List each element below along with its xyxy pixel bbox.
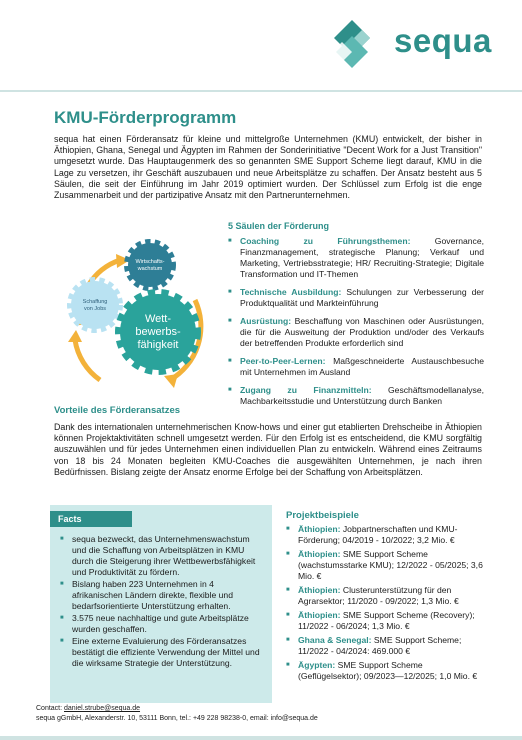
gear-large-label-1: Wett-: [144, 313, 172, 325]
list-item: ■ Ausrüstung: Beschaffung von Maschinen oder Ausrüstungen, die für die Ausweitung der Produktion und/oder des Verkaufs der betreffenden Produkte erforderlich sind: [228, 316, 484, 349]
list-item: ■ Ghana & Senegal: SME Support Scheme; 11/2022 - 04/2024: 469.000 €: [286, 635, 486, 657]
gear-medium: [71, 281, 119, 329]
list-item: ■ Äthiopien: Clusterunterstützung für den Agrarsektor; 11/2020 - 09/2022; 1,3 Mio. €: [286, 585, 486, 607]
pillars-title: 5 Säulen der Förderung: [228, 221, 330, 231]
projects-title: Projektbeispiele: [286, 510, 359, 521]
footer-contact: Contact: daniel.strube@sequa.de: [36, 705, 141, 712]
footer: [36, 704, 318, 724]
gear-large: [120, 294, 196, 370]
contact-email-link[interactable]: daniel.strube@sequa.de: [64, 705, 141, 712]
list-item: ■ Peer-to-Peer-Lernen: Maßgeschneiderte Austauschbesuche mit Unternehmen im Ausland: [228, 356, 484, 378]
gear-small: [128, 243, 172, 287]
gear-diagram: [50, 230, 220, 400]
gear-small-label-1: Wirtschafts-: [135, 259, 165, 265]
footer-address: sequa gGmbH, Alexanderstr. 10, 53111 Bonn, tel.: +49 228 98238-0, email: info@sequa.de: [36, 715, 318, 722]
list-item: ■ Ägypten: SME Support Scheme (Geflügelsektor); 09/2023—12/2025; 1,0 Mio. €: [286, 660, 486, 682]
pillars-list: [228, 236, 484, 414]
sequa-logo: [318, 18, 508, 74]
intro-paragraph: sequa hat einen Förderansatz für kleine und mittelgroße Unternehmen (KMU) entwickelt, der bisher in Äthiopien, Ghana, Senegal und Ägypten im Rahmen der Sonderinitiative "Decent Work for a Just Transition" umgesetzt wurde. Das Hauptaugenmerk des so genannten SME Support Scheme liegt darauf, KMU in die Lage zu versetzen, ihr Geschäft auszubauen und neue Arbeitsplätze zu schaffen. Der Ansatz besteht aus 5 Säulen, die seit der Einführung im Jahr 2019 optimiert wurden. Der Schlüssel zum Erfolg ist die enge Zusammenarbeit und der partizipative Ansatz mit den Partnerunternehmen.: [54, 134, 482, 201]
facts-list: [56, 534, 266, 670]
list-item: ■ Äthiopien: SME Support Scheme (Recovery); 11/2022 - 06/2024; 1,3 Mio. €: [286, 610, 486, 632]
footer-divider: [0, 736, 522, 740]
gear-medium-label-2: von Jobs: [83, 306, 107, 312]
list-item: ■ Bislang haben 223 Unternehmen in 4 afrikanischen Ländern direkte, flexible und bedarfsorientierte Unterstützung erhalten.: [56, 579, 266, 612]
list-item: ■ 3.575 neue nachhaltige und gute Arbeitsplätze wurden geschaffen.: [56, 613, 266, 635]
list-item: ■ sequa bezweckt, das Unternehmenswachstum und die Schaffung von Arbeitsplätzen in KMU durch die Steigerung ihrer Wettbewerbsfähigkeit und Produktivität zu fördern.: [56, 534, 266, 578]
list-item: ■ Zugang zu Finanzmitteln: Geschäftsmodellanalyse, Machbarkeitsstudie und Unterstützung durch Banken: [228, 385, 484, 407]
list-item: ■ Eine externe Evaluierung des Förderansatzes bestätigt die effiziente Verwendung der Mittel und die wirksame Strategie der Unterstützung.: [56, 636, 266, 669]
gear-medium-label-1: Schaffung: [82, 299, 108, 305]
gear-large-label-2: bewerbs-: [135, 326, 181, 338]
projects-list: [286, 524, 486, 685]
list-item: ■ Technische Ausbildung: Schulungen zur Verbesserung der Produktqualität und Markteinführung: [228, 287, 484, 309]
brand-name: sequa: [394, 22, 492, 59]
list-item: ■ Äthiopien: SME Support Scheme (wachstumsstarke KMU); 12/2022 - 05/2025; 3,6 Mio. €: [286, 549, 486, 582]
list-item: ■ Äthiopien: Jobpartnerschaften und KMU-Förderung; 04/2019 - 10/2022; 3,2 Mio. €: [286, 524, 486, 546]
gear-small-label-2: wachstum: [137, 266, 163, 272]
sequa-logo-icon: [318, 18, 388, 74]
list-item: ■ Coaching zu Führungsthemen: Governance, Finanzmanagement, strategische Planung; Verkauf und Marketing, Vertriebsstrategie; HR/ Recruiting-Strategie; Digitale Transformation und IT-Themen: [228, 236, 484, 280]
header-divider: [0, 90, 522, 92]
page-title: KMU-Förderprogramm: [54, 108, 237, 127]
gear-large-label-3: fähigkeit: [137, 339, 179, 351]
advantages-title: Vorteile des Förderansatzes: [54, 405, 181, 416]
advantages-paragraph: Dank des internationalen unternehmerischen Know-hows und einer gut etablierten Drehscheibe in Äthiopien können Projektaktivitäten schnell umgesetzt werden. Für den Erfolg ist es entscheidend, die KMU sorgfältig auszuwählen und für jedes Unternehmen einen individuellen Plan zu entwickeln. Während eines Zeitraums von 18 bis 24 Monaten begleiten KMU-Coaches die ausgewählten Unternehmen, je nach ihren Bedürfnissen. Bislang zeigte der Ansatz enorme Erfolge bei der Schaffung von Arbeitsplätzen.: [54, 422, 482, 477]
facts-title: Facts: [50, 511, 132, 527]
